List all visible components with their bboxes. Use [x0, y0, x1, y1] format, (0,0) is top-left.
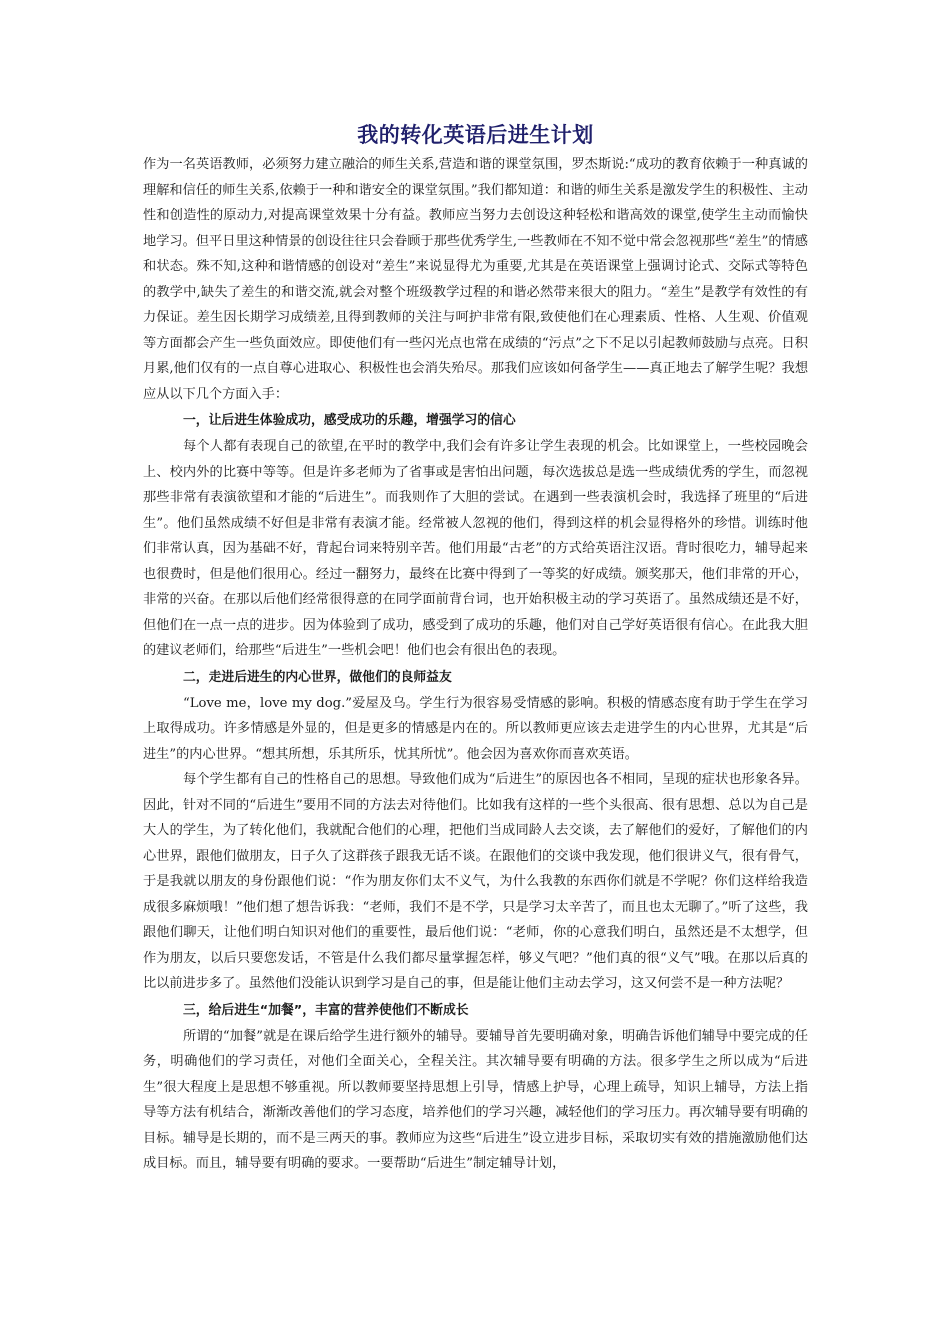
section-3-heading: 三，给后进生“加餐”，丰富的营养使他们不断成长	[183, 1002, 469, 1018]
section-2-paragraph-1: “Love me，love my dog.”爱屋及乌。学生行为很容易受情感的影响。积极的情感态度有助于学生在学习上取得成功。许多情感是外显的，但是更多的情感是内在的。所以教师更应该去走进学生的内心世界，尤其是“后进生”的内心世界。“想其所想，乐其所乐，忧其所忧”。他会因为喜欢你而喜欢英语。	[143, 695, 808, 762]
section-1-paragraph: 每个人都有表现自己的欲望,在平时的教学中,我们会有许多让学生表现的机会。比如课堂上，一些校园晚会上、校内外的比赛中等等。但是许多老师为了省事或是害怕出问题，每次选拔总是选一些成绩优秀的学生，而忽视那些非常有表演欲望和才能的“后进生”。而我则作了大胆的尝试。在遇到一些表演机会时，我选择了班里的“后进生”。他们虽然成绩不好但是非常有表演才能。经常被人忽视的他们，得到这样的机会显得格外的珍惜。训练时他们非常认真，因为基础不好，背起台词来特别辛苦。他们用最“古老”的方式给英语注汉语。背时很吃力，辅导起来也很费时，但是他们很用心。经过一翻努力，最终在比赛中得到了一等奖的好成绩。颁奖那天，他们非常的开心，非常的兴奋。在那以后他们经常很得意的在同学面前背台词，也开始积极主动的学习英语了。虽然成绩还是不好，但他们在一点一点的进步。因为体验到了成功，感受到了成功的乐趣，他们对自己学好英语很有信心。在此我大胆的建议老师们，给那些“后进生”一些机会吧！他们也会有很出色的表现。	[143, 439, 808, 658]
section-2-heading: 二，走进后进生的内心世界，做他们的良师益友	[183, 669, 452, 685]
section-1-heading: 一，让后进生体验成功，感受成功的乐趣，增强学习的信心	[183, 413, 516, 428]
intro-paragraph: 作为一名英语教师，必须努力建立融洽的师生关系,营造和谐的课堂氛围，罗杰斯说:“成功的教育依赖于一种真诚的理解和信任的师生关系,依赖于一种和谐安全的课堂氛围。”我们都知道：和谐的师生关系是激发学生的积极性、主动性和创造性的原动力,对提高课堂效果十分有益。教师应当努力去创设这种轻松和谐高效的课堂,使学生主动而愉快地学习。但平日里这种情景的创设往往只会眷顾于那些优秀学生,一些教师在不知不觉中常会忽视那些“差生”的情感和状态。殊不知,这种和谐情感的创设对“差生”来说显得尤为重要,尤其是在英语课堂上强调讨论式、交际式等特色的教学中,缺失了差生的和谐交流,就会对整个班级教学过程的和谐必然带来很大的阻力。“差生”是教学有效性的有力保证。差生因长期学习成绩差,且得到教师的关注与呵护非常有限,致使他们在心理素质、性格、人生观、价值观等方面都会产生一些负面效应。即使他们有一些闪光点也常在成绩的“污点”之下不足以引起教师鼓励与点亮。日积月累,他们仅有的一点自尊心进取心、积极性也会消失殆尽。那我们应该如何备学生——真正地去了解学生呢？我想应从以下几个方面入手：	[143, 157, 808, 402]
document-title: 我的转化英语后进生计划	[357, 123, 594, 147]
section-2-paragraph-2: 每个学生都有自己的性格自己的思想。导致他们成为“后进生”的原因也各不相同，呈现的症状也形象各异。因此，针对不同的“后进生”要用不同的方法去对待他们。比如我有这样的一些个头很高、很有思想、总以为自己是大人的学生，为了转化他们，我就配合他们的心理，把他们当成同龄人去交谈，去了解他们的爱好，了解他们的内心世界，跟他们做朋友，日子久了这群孩子跟我无话不谈。在跟他们的交谈中我发现，他们很讲义气，很有骨气，于是我就以朋友的身份跟他们说：“作为朋友你们太不义气，为什么我教的东西你们就是不学呢？你们这样给我造成很多麻烦哦！”他们想了想告诉我：“老师，我们不是不学，只是学习太辛苦了，而且也太无聊了。”听了这些，我跟他们聊天，让他们明白知识对他们的重要性，最后他们说：“老师，你的心意我们明白，虽然还是不太想学，但作为朋友，以后只要您发话，不管是什么我们都尽量掌握怎样，够义气吧？”他们真的很“义气”哦。在那以后真的比以前进步多了。虽然他们没能认识到学习是自己的事，但是能让他们主动去学习，这又何尝不是一种方法呢？	[143, 772, 808, 991]
section-3-paragraph: 所谓的“加餐”就是在课后给学生进行额外的辅导。要辅导首先要明确对象，明确告诉他们辅导中要完成的任务，明确他们的学习责任，对他们全面关心，全程关注。其次辅导要有明确的方法。很多学生之所以成为“后进生”很大程度上是思想不够重视。所以教师要坚持思想上引导，情感上护导，心理上疏导，知识上辅导，方法上指导等方法有机结合，渐渐改善他们的学习态度，培养他们的学习兴趣，减轻他们的学习压力。再次辅导要有明确的目标。辅导是长期的，而不是三两天的事。教师应为这些“后进生”设立进步目标，采取切实有效的措施激励他们达成目标。而且，辅导要有明确的要求。一要帮助“后进生”制定辅导计划，	[143, 1028, 808, 1171]
document-page	[143, 118, 808, 1177]
